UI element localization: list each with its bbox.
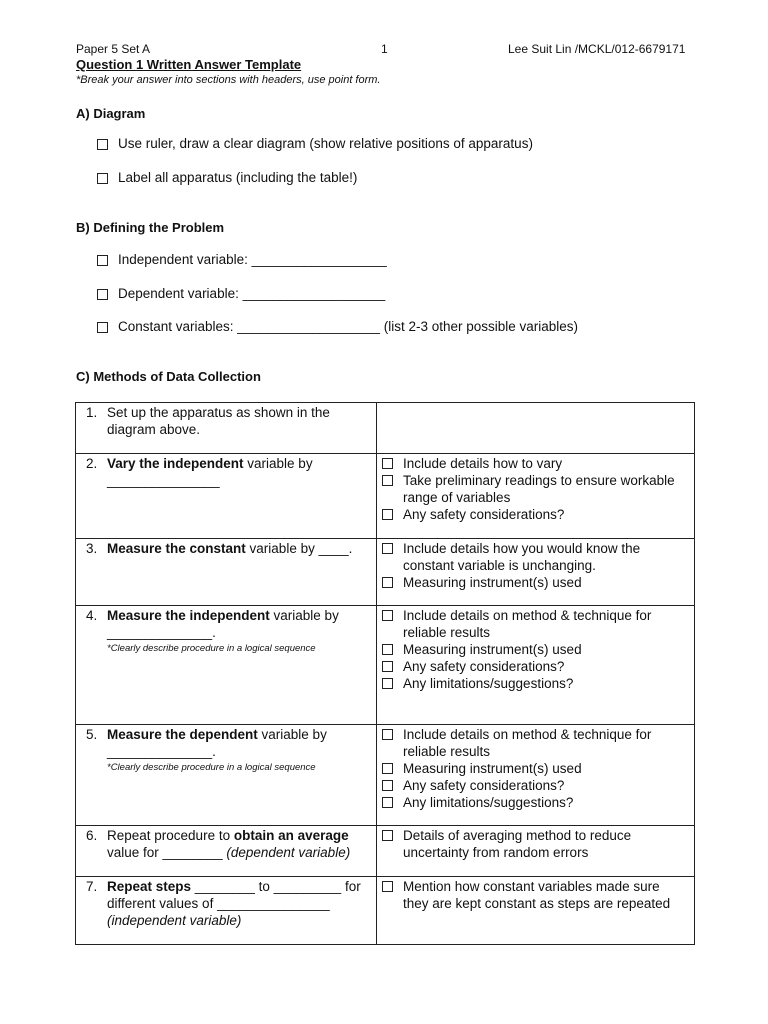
step-emphasis: Measure the dependent <box>107 727 258 742</box>
checkbox-icon[interactable] <box>97 289 108 300</box>
checklist-cell <box>377 826 695 877</box>
step-number: 6. <box>86 828 98 843</box>
checklist-item-label: Label all apparatus (including the table!) <box>118 170 358 185</box>
checklist-item-label: Mention how constant variables made sure they are kept constant as steps are repeated <box>403 879 671 911</box>
checklist-item-label: Measuring instrument(s) used <box>403 761 582 776</box>
checklist-item-label: Details of averaging method to reduce uncertainty from random errors <box>403 828 632 860</box>
checkbox-icon[interactable] <box>97 255 108 266</box>
checkbox-icon[interactable] <box>382 797 393 808</box>
table-row <box>76 826 695 877</box>
step-emphasis: obtain an average <box>233 828 349 843</box>
checklist-item-label: Any safety considerations? <box>403 659 565 674</box>
table-row <box>76 403 695 454</box>
step-cell <box>76 877 377 945</box>
step-text: Repeat procedure to <box>107 828 234 843</box>
checklist-item[interactable] <box>382 540 688 574</box>
checklist-item[interactable] <box>382 658 688 675</box>
checklist-item-label: Use ruler, draw a clear diagram (show relative positions of apparatus) <box>118 136 533 151</box>
step-number: 1. <box>86 405 98 420</box>
checkbox-icon[interactable] <box>382 830 393 841</box>
step-emphasis: Repeat steps <box>107 879 192 894</box>
checklist-cell <box>377 877 695 945</box>
checklist-item[interactable] <box>382 760 688 777</box>
step-text: variable by _______________ <box>107 456 313 488</box>
step-text: Set up the apparatus as shown in the diagram above. <box>107 405 330 437</box>
header-right: Lee Suit Lin /MCKL/012-6679171 <box>508 42 686 56</box>
step-number: 3. <box>86 541 98 556</box>
table-row <box>76 725 695 826</box>
step-number: 4. <box>86 608 98 623</box>
checklist-item-label: Any safety considerations? <box>403 778 565 793</box>
step-cell <box>76 403 377 454</box>
step-cell <box>76 725 377 826</box>
checklist-cell <box>377 606 695 725</box>
checklist-item-label: Include details on method & technique for reliable results <box>403 727 652 759</box>
checklist-cell <box>377 539 695 606</box>
instruction-note: *Break your answer into sections with headers, use point form. <box>76 74 381 86</box>
checkbox-icon[interactable] <box>97 322 108 333</box>
checkbox-icon[interactable] <box>382 509 393 520</box>
checklist-item[interactable] <box>382 472 688 506</box>
checklist-item-label: Include details how to vary <box>403 456 563 471</box>
checklist-item-label: Measuring instrument(s) used <box>403 575 582 590</box>
checkbox-icon[interactable] <box>382 881 393 892</box>
step-cell <box>76 826 377 877</box>
checklist-cell <box>377 403 695 454</box>
checklist-item[interactable] <box>97 252 387 267</box>
checkbox-icon[interactable] <box>382 610 393 621</box>
checklist-cell <box>377 725 695 826</box>
table-row <box>76 454 695 539</box>
checklist-item[interactable] <box>382 726 688 760</box>
checklist-item-label: Constant variables: ___________________ (list 2-3 other possible variables) <box>118 319 579 334</box>
step-number: 2. <box>86 456 98 471</box>
step-number: 7. <box>86 879 98 894</box>
step-text: variable by ______________. <box>107 727 327 759</box>
checklist-item-label: Independent variable: __________________ <box>118 252 387 267</box>
checkbox-icon[interactable] <box>382 458 393 469</box>
checkbox-icon[interactable] <box>382 475 393 486</box>
checklist-item[interactable] <box>382 794 688 811</box>
checkbox-icon[interactable] <box>382 678 393 689</box>
checkbox-icon[interactable] <box>382 661 393 672</box>
checkbox-icon[interactable] <box>382 780 393 791</box>
checklist-item[interactable] <box>382 641 688 658</box>
checkbox-icon[interactable] <box>97 173 108 184</box>
checkbox-icon[interactable] <box>382 763 393 774</box>
section-a-heading: A) Diagram <box>76 106 146 121</box>
table-row <box>76 606 695 725</box>
checklist-item[interactable] <box>382 675 688 692</box>
table-row <box>76 877 695 945</box>
step-emphasis: Measure the constant <box>107 541 246 556</box>
checkbox-icon[interactable] <box>382 577 393 588</box>
section-c-heading: C) Methods of Data Collection <box>76 369 261 384</box>
step-text: variable by ______________. <box>107 608 339 640</box>
document-title: Question 1 Written Answer Template <box>76 57 302 72</box>
step-cell <box>76 454 377 539</box>
step-text: ________ to _________ for different values of _______________ <box>107 879 361 911</box>
checklist-item[interactable] <box>382 506 688 523</box>
table-row <box>76 539 695 606</box>
checklist-item[interactable] <box>382 777 688 794</box>
step-cell <box>76 606 377 725</box>
step-number: 5. <box>86 727 98 742</box>
checklist-item-label: Any limitations/suggestions? <box>403 795 574 810</box>
variable-hint: (dependent variable) <box>226 845 351 860</box>
checkbox-icon[interactable] <box>382 644 393 655</box>
step-text: value for ________ <box>107 845 227 860</box>
checklist-item[interactable] <box>382 878 688 912</box>
checkbox-icon[interactable] <box>382 729 393 740</box>
checklist-item[interactable] <box>97 170 357 185</box>
checklist-item-label: Measuring instrument(s) used <box>403 642 582 657</box>
variable-hint: (independent variable) <box>107 913 242 928</box>
checklist-item[interactable] <box>382 607 688 641</box>
section-b-heading: B) Defining the Problem <box>76 220 225 235</box>
methods-table <box>75 402 695 945</box>
page-number: 1 <box>381 42 388 56</box>
checklist-item[interactable] <box>382 827 688 861</box>
checklist-item-label: Take preliminary readings to ensure workable range of variables <box>403 473 675 505</box>
checklist-item-label: Include details how you would know the constant variable is unchanging. <box>403 541 641 573</box>
step-emphasis: Vary the independent <box>107 456 244 471</box>
checklist-item[interactable] <box>97 136 533 151</box>
procedure-note: *Clearly describe procedure in a logical sequence <box>107 643 316 654</box>
checkbox-icon[interactable] <box>97 139 108 150</box>
checklist-item-label: Include details on method & technique for reliable results <box>403 608 652 640</box>
checklist-item-label: Any safety considerations? <box>403 507 565 522</box>
header-left: Paper 5 Set A <box>76 42 151 56</box>
checklist-item[interactable] <box>382 574 688 591</box>
checklist-item-label: Any limitations/suggestions? <box>403 676 574 691</box>
checklist-item-label: Dependent variable: ___________________ <box>118 286 386 301</box>
step-text: variable by ____. <box>245 541 353 556</box>
step-emphasis: Measure the independent <box>107 608 270 623</box>
checklist-item[interactable] <box>97 286 385 301</box>
checklist-cell <box>377 454 695 539</box>
step-cell <box>76 539 377 606</box>
checklist-item[interactable] <box>97 319 578 334</box>
procedure-note: *Clearly describe procedure in a logical sequence <box>107 762 316 773</box>
checklist-item[interactable] <box>382 455 688 472</box>
checkbox-icon[interactable] <box>382 543 393 554</box>
